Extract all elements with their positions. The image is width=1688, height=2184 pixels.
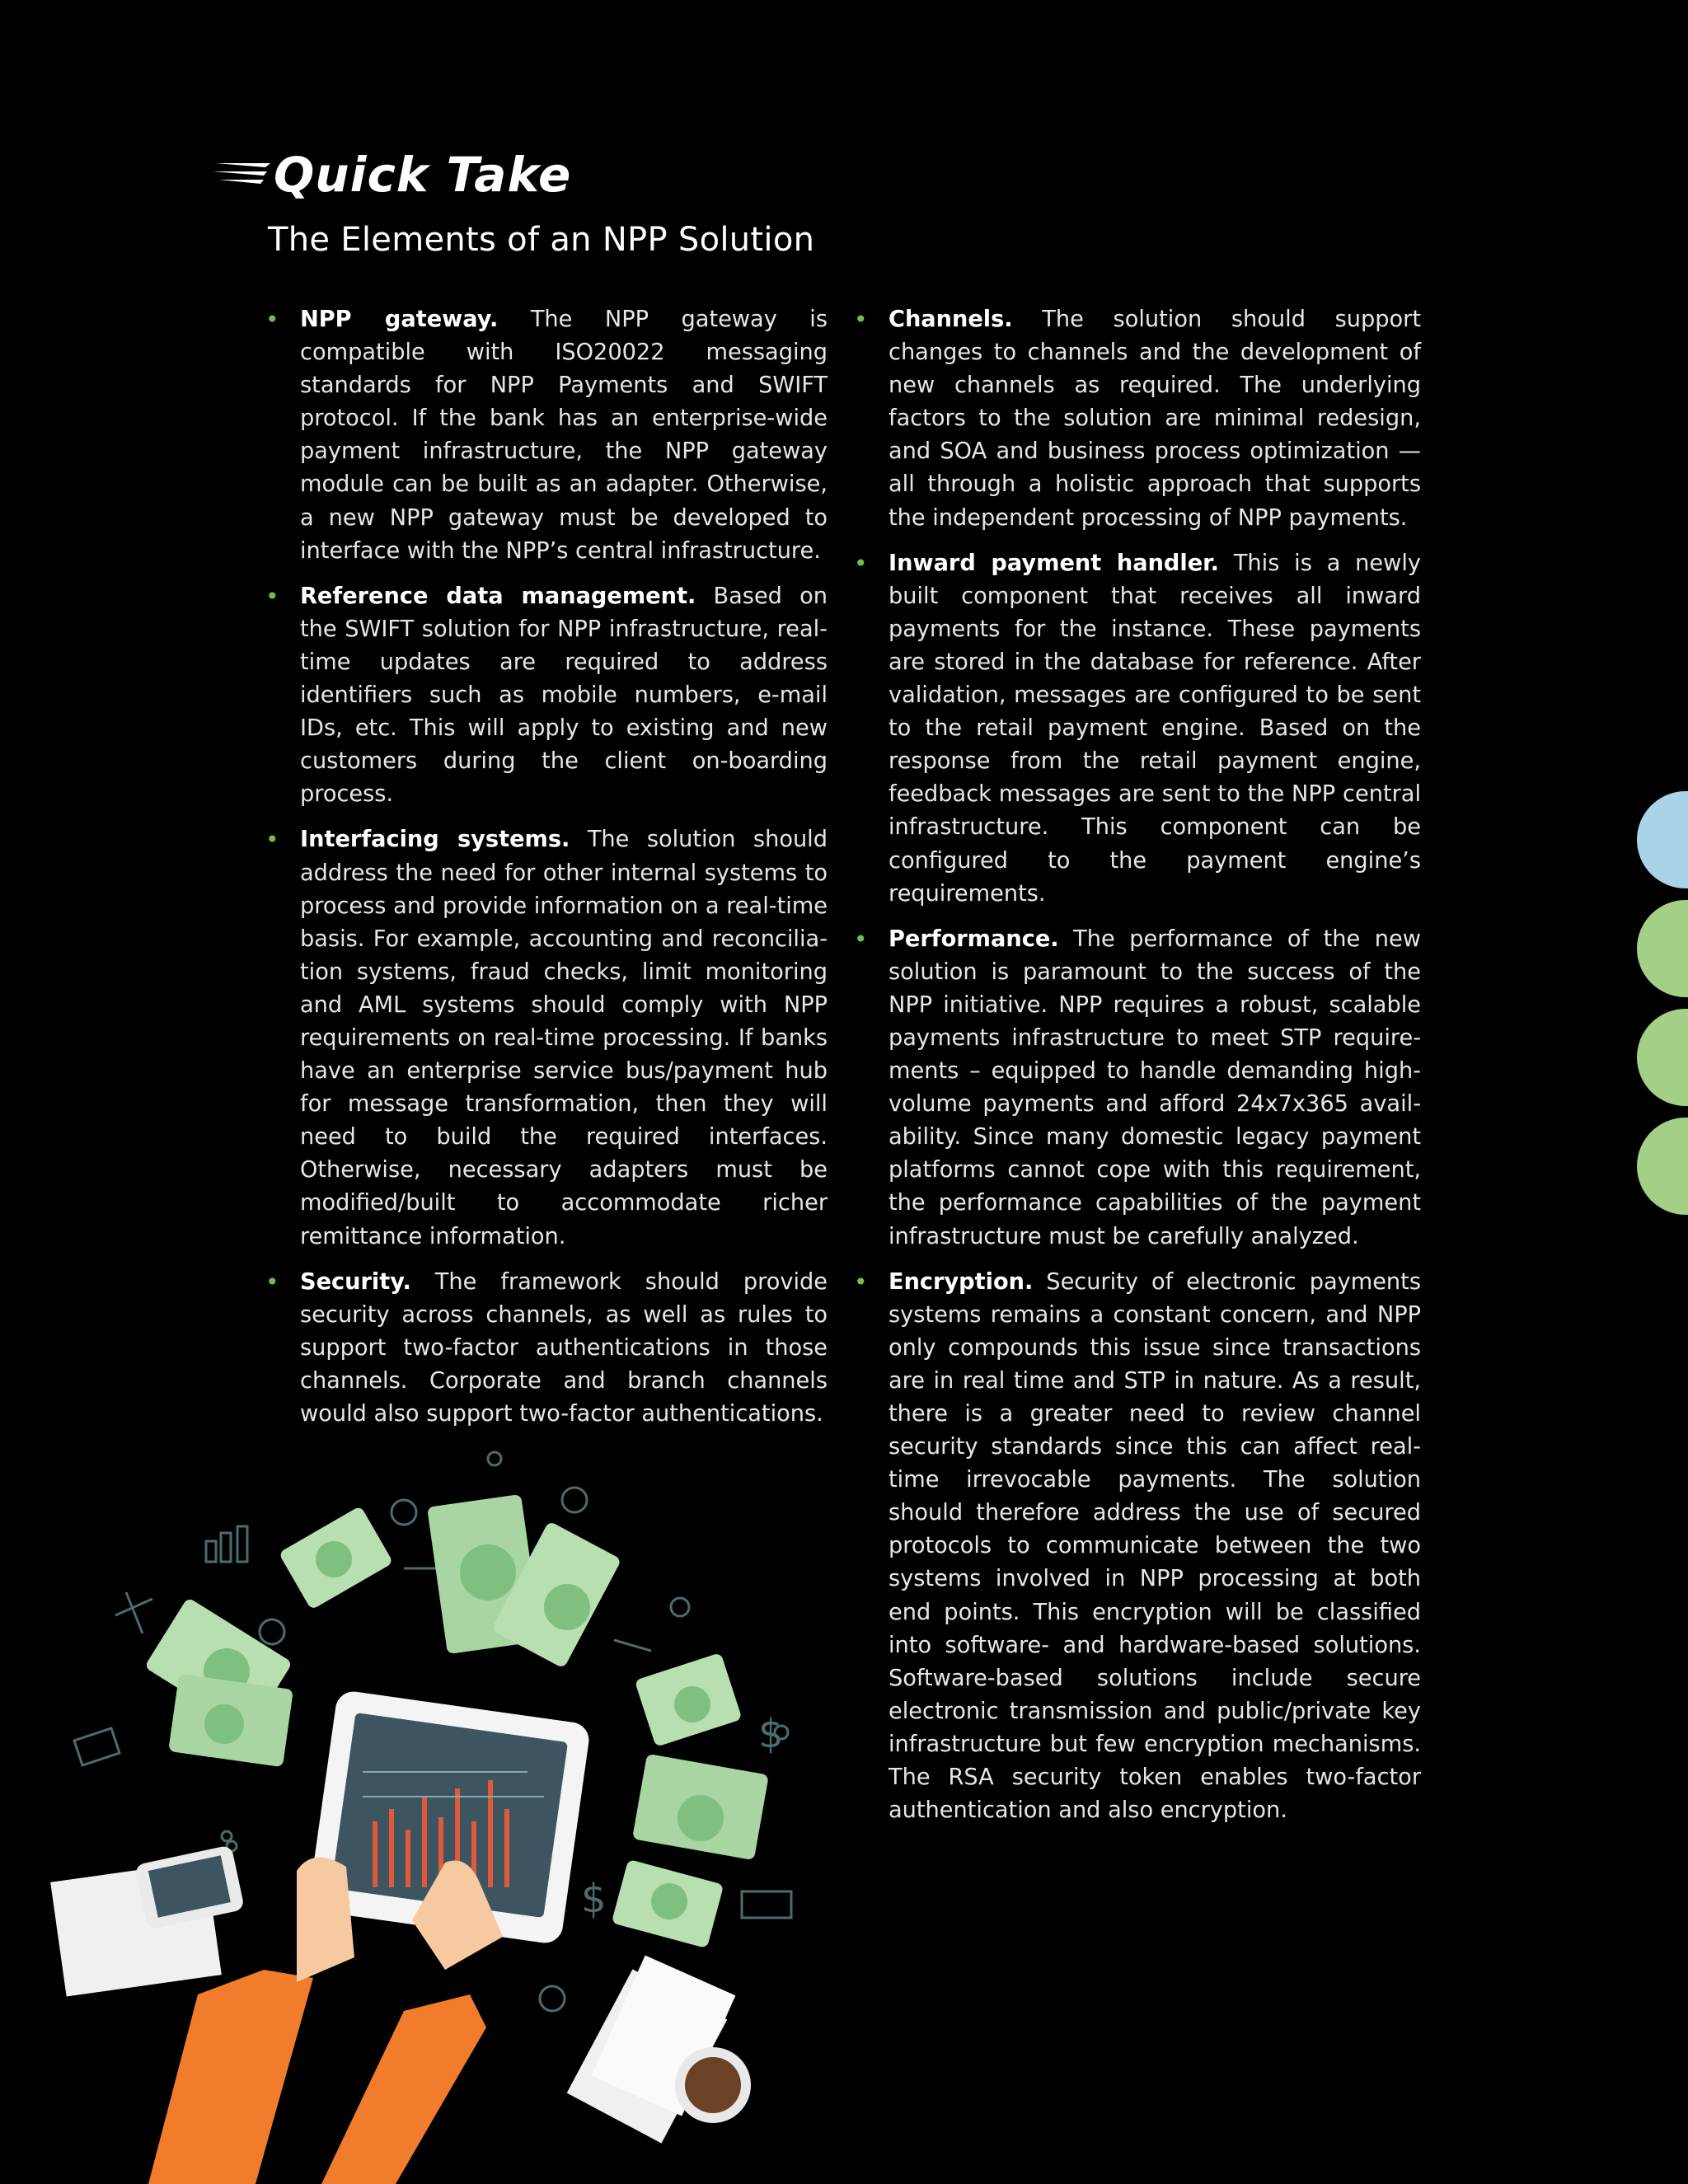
item-term: Performance.: [889, 926, 1059, 952]
section-tab[interactable]: [1637, 791, 1688, 888]
bullet-icon: •: [265, 1268, 279, 1296]
item-text: The performance of the new solution is paramount to the success of the NPP initiative. NPP requires a robust, scalable payments infrastructure to meet STP requirements – equipped to handle demanding high-volume payments and afford 24x7x365 availability. Since many domestic legacy payment platforms cannot cope with this requirement, the performance capabilities of the payment infrastructure must be carefully analyzed.: [889, 926, 1421, 1249]
section-tab[interactable]: [1637, 1118, 1688, 1215]
payments-illustration: [49, 1434, 824, 2184]
item-term: Reference data management.: [300, 583, 696, 609]
bullet-icon: •: [265, 582, 279, 610]
item-term: Interfacing systems.: [300, 827, 570, 853]
quick-take-logo: [213, 142, 571, 208]
item-text: This is a newly built component that receives all inward payments for the instance. These payments are stored in the database for reference. After validation, messages are configured to be sent to the retail payment engine. Based on the response from the retail payment engine, feedback messages are sent to the NPP central infrastructure. This component can be configured to the payment engine’s requirements.: [889, 550, 1422, 907]
bullet-icon: •: [854, 306, 868, 333]
list-item: [265, 1266, 828, 1431]
bullet-icon: •: [265, 306, 279, 333]
page-subtitle: The Elements of an NPP Solution: [268, 221, 815, 259]
item-text: Based on the SWIFT solution for NPP infrastructure, real-time updates are required to address identifiers such as mobile numbers, e-mail IDs, etc. This will apply to existing and new customers during the client on-boarding process.: [300, 583, 828, 808]
bullet-icon: •: [265, 826, 279, 854]
item-text: The solution should support changes to channels and the development of new channels as required. The underlying factors to the solution are minimal redesign, and SOA and business process optimization — all through a holistic approach that supports the independent processing of NPP payments.: [889, 307, 1421, 531]
section-tabs: [1637, 791, 1688, 1226]
left-column: [265, 303, 828, 1443]
bullet-icon: •: [854, 549, 868, 577]
list-item: [265, 580, 828, 812]
list-item: [854, 303, 1421, 535]
section-tab[interactable]: [1637, 900, 1688, 997]
logo-title: Quick Take: [274, 147, 572, 203]
section-tab[interactable]: [1637, 1009, 1688, 1106]
bullet-icon: •: [854, 1268, 868, 1296]
right-column: [854, 303, 1421, 1840]
item-term: Inward payment handler.: [889, 550, 1220, 576]
item-text: The framework should provide security across channels, as well as rules to support two-factor authentications in those channels. Corporate and branch channels would also support two-factor authentications.: [300, 1268, 828, 1427]
svg-text:$: $: [758, 1711, 784, 1757]
item-term: Channels.: [889, 307, 1013, 332]
list-item: [265, 303, 828, 568]
item-text: The NPP gateway is compatible with ISO20022 messaging standards for NPP Payments and SWIFT protocol. If the bank has an enterprise-wide payment infrastructure, the NPP gateway module can be built as an adapter. Otherwise, a new NPP gateway must be developed to interface with the NPP’s central infrastructure.: [300, 307, 828, 564]
item-text: The solution should address the need for other internal systems to process and provide information on a real-time basis. For example, accounting and reconciliation systems, fraud checks, limit monitoring and AML systems should comply with NPP requirements on real-time processing. If banks have an enterprise service bus/payment hub for message transformation, then they will need to build the required interfaces. Otherwise, necessary adapters must be modified/built to accommodate richer remittance information.: [300, 827, 828, 1249]
svg-text:$: $: [581, 1876, 607, 1922]
item-text: Security of electronic payments systems remains a constant concern, and NPP only compounds this issue since transactions are in real time and STP in nature. As a result, there is a greater need to review channel security standards since this can affect real-time irrevocable payments. The solution should therefore address the use of secured protocols to communicate between the two systems involved in NPP processing at both end points. This encryption will be classified into software- and hardware-based solutions. Software-based solutions include secure electronic transmission and public/private key infrastructure but few encryption mechanisms. The RSA security token enables two-factor authentication and also encryption.: [889, 1268, 1421, 1824]
item-term: Encryption.: [889, 1268, 1034, 1295]
item-term: Security.: [300, 1268, 411, 1295]
item-term: NPP gateway.: [300, 307, 499, 332]
list-item: [854, 1266, 1421, 1828]
list-item: [854, 547, 1421, 911]
list-item: [265, 823, 828, 1253]
bullet-icon: •: [854, 925, 868, 953]
list-item: [854, 923, 1421, 1254]
speed-lines-icon: [213, 158, 272, 191]
